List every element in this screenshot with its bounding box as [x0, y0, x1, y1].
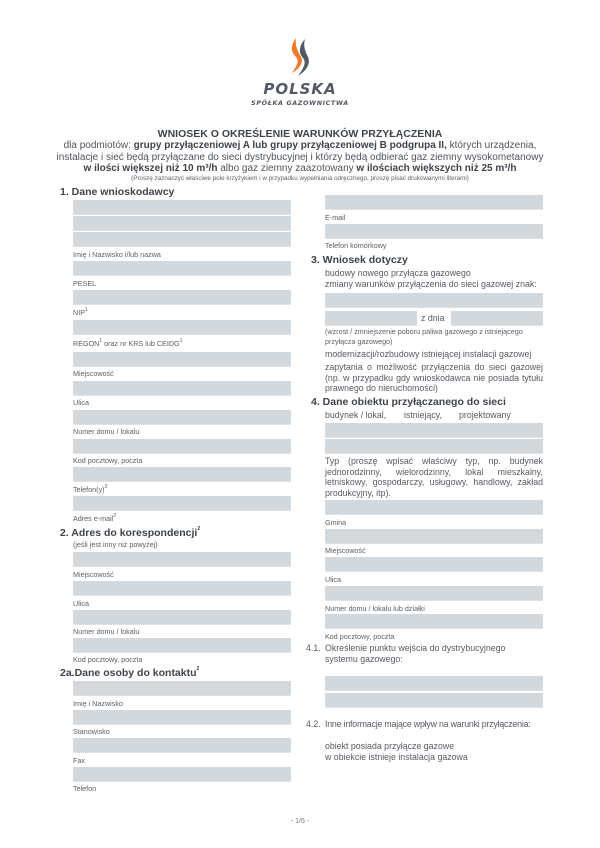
reference-number-field[interactable] [325, 293, 543, 308]
header-note: (Proszę zaznaczyć właściwe pole krzyżykiem i w przypadku wypełniania odręcznego, proszę pisać drukowanymi literami) [131, 174, 469, 182]
header-text: których urządzenia, [446, 140, 537, 151]
footnote-marker: 2 [196, 666, 200, 672]
header-line-2: instalacje i sieć będą przyłączane do sieci dystrybucyjnej i którzy będą odbierać gaz ziemny wysokometanowy [56, 151, 544, 163]
option-has-connection[interactable]: obiekt posiada przyłącze gazowe [325, 741, 455, 751]
section-1-title: 1. Dane wnioskodawcy [60, 186, 175, 198]
contact-name-label: Imię i Nazwisko [73, 699, 123, 708]
section-4-1-number: 4.1. [306, 643, 321, 653]
corr-postal-label: Kod pocztowy, poczta [73, 655, 143, 664]
date-field[interactable] [451, 311, 543, 326]
object-street-label: Ulica [325, 575, 341, 584]
gmina-field[interactable] [325, 500, 543, 515]
section-2-title-text: 2. Adres do korespondencji [60, 527, 198, 539]
contact-phone-field[interactable] [73, 767, 291, 782]
corr-postal-field[interactable] [73, 638, 291, 653]
footnote-marker: 2 [197, 526, 201, 532]
contact-fax-label: Fax [73, 756, 85, 765]
date-label: z dnia [421, 313, 445, 323]
header-line-3 [30, 163, 570, 175]
contact-phone-label: Telefon [73, 784, 97, 793]
city-label: Miejscowość [73, 369, 114, 378]
contact-position-label: Stanowisko [73, 727, 110, 736]
corr-street-field[interactable] [73, 581, 291, 596]
postal-code-label: Kod pocztowy, poczta [73, 456, 143, 465]
name-label: Imię i Nazwisko i/lub nazwa [73, 250, 161, 259]
entry-point-field-2[interactable] [325, 693, 543, 708]
section-4-title: 4. Dane obiektu przyłączanego do sieci [311, 396, 506, 408]
section-4-2-number: 4.2. [306, 719, 321, 729]
mobile-phone-field[interactable] [325, 224, 543, 239]
house-number-field[interactable] [73, 410, 291, 425]
header-text: albo gaz ziemny zaazotowany [217, 163, 357, 174]
contact-fax-field[interactable] [73, 738, 291, 753]
mobile-phone-label: Telefon komórkowy [325, 241, 387, 250]
object-house-label: Numer domu / lokalu lub działki [325, 604, 425, 613]
object-postal-field[interactable] [325, 614, 543, 629]
option-planned[interactable]: projektowany [459, 410, 511, 420]
header-bold-text: w ilości większej niż 10 m³/h [83, 163, 218, 174]
option-modernization[interactable]: modernizacji/rozbudowy istniejącej instalacji gazowej [325, 349, 532, 359]
object-type-field-1[interactable] [325, 423, 543, 438]
phone-label-text: Telefon(y) [73, 485, 105, 494]
phone-field[interactable] [73, 467, 291, 482]
nip-label [73, 308, 88, 317]
pesel-field[interactable] [73, 261, 291, 276]
regon-label-text: REGON [73, 339, 100, 348]
option-has-installation[interactable]: w obiekcie istnieje instalacja gazowa [325, 752, 468, 762]
street-field[interactable] [73, 381, 291, 396]
footnote-marker: 2 [113, 513, 117, 519]
corr-city-field[interactable] [73, 552, 291, 567]
section-4-1-text: Określenie punktu wejścia do dystrybucyjnego systemu gazowego: [325, 643, 506, 664]
regon-field[interactable] [73, 320, 291, 335]
house-number-label: Numer domu / lokalu [73, 427, 140, 436]
pesel-label: PESEL [73, 279, 97, 288]
option-change-conditions[interactable]: zmiany warunków przyłączenia do sieci gazowej znak: [325, 279, 537, 289]
logo-name: POLSKA [263, 80, 337, 98]
street-label: Ulica [73, 398, 89, 407]
postal-code-field[interactable] [73, 439, 291, 454]
object-city-label: Miejscowość [325, 546, 366, 555]
object-city-field[interactable] [325, 529, 543, 544]
section-3-title: 3. Wniosek dotyczy [311, 254, 408, 266]
contact-email-field[interactable] [325, 195, 543, 210]
header-bold-text: grupy przyłączeniowej A lub grupy przyłączeniowej B podgrupa II, [133, 140, 447, 151]
header-bold-text: w ilościach większych niż 25 m³/h [356, 163, 517, 174]
option-building[interactable]: budynek / lokal, [325, 410, 387, 420]
entry-point-field-1[interactable] [325, 676, 543, 691]
change-note: (wzrost / zmniejszenie poboru paliwa gazowego z istniejącego przyłącza gazowego) [325, 327, 523, 346]
regon-label-text: oraz nr KRS lub CEIDG [102, 339, 180, 348]
section-2a-title [60, 667, 199, 679]
name-field-line-1[interactable] [73, 200, 291, 215]
logo-subtitle: SPÓŁKA GAZOWNICTWA [251, 99, 349, 107]
object-type-description: Typ (proszę wpisać właściwy typ, np. budynek jednorodzinny, wielorodzinny, lokal mieszkalny, letniskowy, gospodarczy, usługowy, handlowy, zakład produkcyjny, itp). [325, 456, 543, 498]
object-type-field-2[interactable] [325, 439, 543, 454]
page-number: - 1/6 - [290, 818, 310, 825]
section-2-subtitle: (jeśli jest inny niż powyżej) [73, 540, 158, 549]
option-new-connection[interactable]: budowy nowego przyłącza gazowego [325, 268, 471, 278]
nip-label-text: NIP [73, 308, 85, 317]
name-field-line-2[interactable] [73, 216, 291, 231]
email-field[interactable] [73, 496, 291, 511]
object-house-field[interactable] [325, 586, 543, 601]
flame-logo-icon [285, 36, 315, 78]
company-logo [0, 36, 600, 107]
corr-city-label: Miejscowość [73, 570, 114, 579]
name-field-line-3[interactable] [73, 232, 291, 247]
gmina-label: Gmina [325, 518, 347, 527]
contact-name-field[interactable] [73, 681, 291, 696]
section-2-title [60, 527, 200, 539]
reference-field-2[interactable] [325, 311, 417, 326]
option-existing[interactable]: istniejący, [404, 410, 442, 420]
contact-position-field[interactable] [73, 710, 291, 725]
header-line-1 [30, 140, 570, 152]
footnote-marker: 1 [99, 338, 103, 344]
option-inquiry[interactable]: zapytania o możliwość przyłączenia do sieci gazowej (np. w przypadku gdy wnioskodawca nie posiada tytułu prawnego do nieruchomości) [325, 362, 543, 393]
form-title: WNIOSEK O OKREŚLENIE WARUNKÓW PRZYŁĄCZENIA [157, 128, 443, 140]
section-2a-title-text: 2a.Dane osoby do kontaktu [60, 667, 197, 679]
object-postal-label: Kod pocztowy, poczta [325, 632, 395, 641]
regon-label [73, 339, 182, 348]
email-label [73, 514, 116, 523]
email-label-text: Adres e-mail [73, 514, 114, 523]
object-street-field[interactable] [325, 557, 543, 572]
phone-label [73, 485, 107, 494]
nip-field[interactable] [73, 290, 291, 305]
city-field[interactable] [73, 352, 291, 367]
contact-email-label: E-mail [325, 213, 346, 222]
corr-house-field[interactable] [73, 610, 291, 625]
corr-street-label: Ulica [73, 599, 89, 608]
corr-house-label: Numer domu / lokalu [73, 627, 140, 636]
section-4-2-text: Inne informacje mające wpływ na warunki przyłączenia: [325, 719, 531, 729]
header-text: dla podmiotów: [63, 140, 134, 151]
footnote-marker: 1 [179, 338, 183, 344]
form-header [30, 128, 570, 183]
footnote-marker: 2 [104, 484, 108, 490]
footnote-marker: 1 [84, 307, 88, 313]
